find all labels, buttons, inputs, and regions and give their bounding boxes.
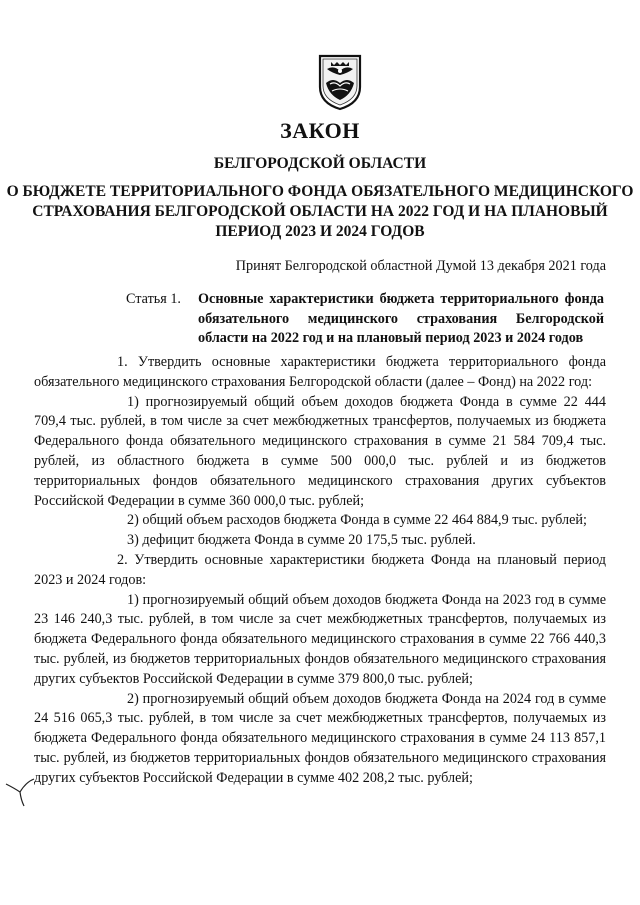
paragraph: 2) общий объем расходов бюджета Фонда в сумме 22 464 884,9 тыс. рублей;	[127, 512, 587, 529]
article-heading: Основные характеристики бюджета территориального фонда обязательного медицинского страхования Белгородской области на 2022 год и на плановый период 2023 и 2024 годов	[198, 291, 604, 347]
document-subject: О БЮДЖЕТЕ ТЕРРИТОРИАЛЬНОГО ФОНДА ОБЯЗАТЕЛЬНОГО МЕДИЦИНСКОГО СТРАХОВАНИЯ БЕЛГОРОДСКОЙ ОБЛАСТИ НА 2022 ГОД И НА ПЛАНОВЫЙ ПЕРИОД 2023 И 2024 ГОДОВ	[6, 183, 634, 240]
paragraph: 1) прогнозируемый общий объем доходов бюджета Фонда в сумме 22 444 709,4 тыс. рублей, в том числе за счет межбюджетных трансфертов, получаемых из бюджета Федерального фонда обязательного медицинского страхования в сумме 21 584 709,4 тыс. рублей, из областного бюджета в сумме 500 000,0 тыс. рублей и из бюджетов территориальных фондов обязательного медицинского страхования других субъектов Российской Федерации в сумме 360 000,0 тыс. рублей;	[34, 393, 606, 509]
adoption-note: Принят Белгородской областной Думой 13 декабря 2021 года	[235, 258, 606, 274]
paragraph: 3) дефицит бюджета Фонда в сумме 20 175,5 тыс. рублей.	[127, 532, 476, 549]
paragraph: 2) прогнозируемый общий объем доходов бюджета Фонда на 2024 год в сумме 24 516 065,3 тыс. рублей, в том числе за счет межбюджетных трансфертов, получаемых из бюджета Федерального фонда обязательного медицинского страхования в сумме 24 113 857,1 тыс. рублей, из бюджетов территориальных фондов обязательного медицинского страхования других субъектов Российской Федерации в сумме 402 208,2 тыс. рублей;	[34, 690, 606, 786]
margin-mark	[0, 770, 42, 810]
article-1	[126, 290, 604, 349]
document-region: БЕЛГОРОДСКОЙ ОБЛАСТИ	[213, 155, 427, 172]
article-number: Статья 1.	[126, 291, 181, 307]
coat-of-arms-emblem	[317, 53, 363, 111]
paragraph: 1. Утвердить основные характеристики бюджета территориального фонда обязательного медицинского страхования Белгородской области (далее – Фонд) на 2022 год:	[34, 354, 606, 390]
paragraph: 1) прогнозируемый общий объем доходов бюджета Фонда на 2023 год в сумме 23 146 240,3 тыс. рублей, в том числе за счет межбюджетных трансфертов, получаемых из бюджета Федерального фонда обязательного медицинского страхования в сумме 22 766 440,3 тыс. рублей, из бюджетов территориальных фондов обязательного медицинского страхования других субъектов Российской Федерации в сумме 379 800,0 тыс. рублей;	[34, 591, 606, 687]
paragraph: 2. Утвердить основные характеристики бюджета Фонда на плановый период 2023 и 2024 годов:	[34, 551, 606, 588]
document-title: ЗАКОН	[280, 118, 360, 143]
article-body	[34, 353, 606, 789]
